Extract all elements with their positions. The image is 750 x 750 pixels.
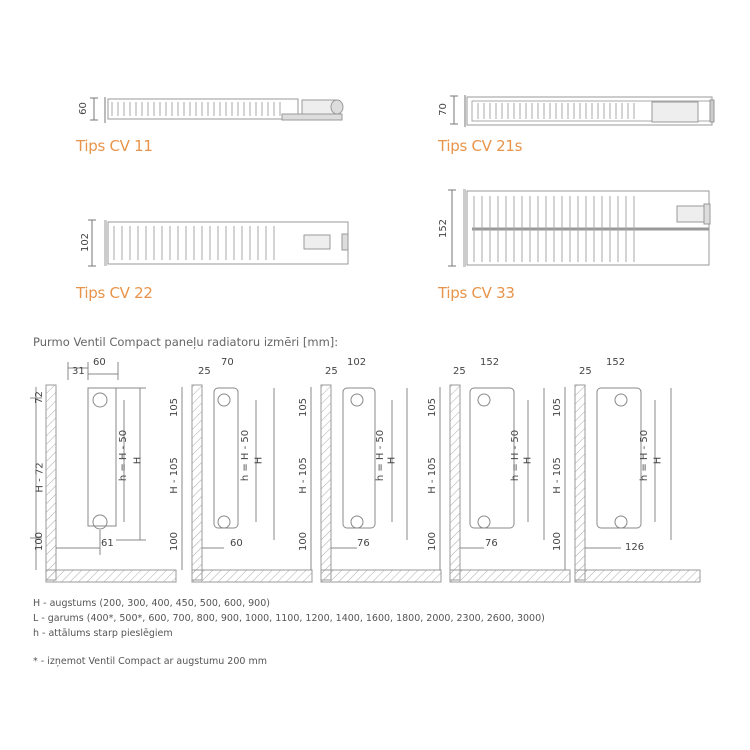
- top-offset-2: 105: [169, 397, 181, 418]
- pipe-offset-4: 76: [485, 538, 498, 549]
- pipe-offset-1: 61: [101, 538, 114, 549]
- H-label-5: H: [652, 456, 664, 465]
- middle-height-2: H - 105: [168, 457, 180, 494]
- depth-3: 102: [347, 357, 367, 368]
- wall-gap-5: 25: [579, 366, 592, 377]
- h-label-5: h = H - 50: [639, 429, 651, 482]
- bottom-offset-1: 100: [34, 531, 46, 552]
- side-view-1-drawing: [30, 350, 180, 590]
- H-label-3: H: [386, 456, 398, 465]
- bottom-offset-2: 100: [169, 531, 181, 552]
- depth-4: 152: [480, 357, 500, 368]
- depth-5: 152: [606, 357, 626, 368]
- footnote: * - izņemot Ventil Compact ar augstumu 200 mm: [33, 656, 267, 667]
- type-label-cv22: Tips CV 22: [76, 284, 153, 302]
- depth-1: 60: [93, 357, 106, 368]
- type-label-cv21s: Tips CV 21s: [438, 137, 523, 155]
- pipe-offset-5: 126: [625, 542, 645, 553]
- H-label-1: H: [132, 456, 144, 465]
- wall-gap-1: 31: [72, 366, 85, 377]
- h-label-3: h = H - 50: [375, 429, 387, 482]
- h-label-4: h = H - 50: [510, 429, 522, 482]
- H-label-2: H: [253, 456, 265, 465]
- pipe-offset-3: 76: [357, 538, 370, 549]
- pipe-offset-2: 60: [230, 538, 243, 549]
- side-view-5-drawing: [561, 350, 711, 590]
- bottom-offset-4: 100: [427, 531, 439, 552]
- legend-h: h - attālums starp pieslēgiem: [33, 628, 173, 639]
- middle-height-1: H - 72: [34, 462, 46, 493]
- radiator-top-view-cv22-drawing: [92, 218, 362, 268]
- bottom-offset-5: 100: [552, 531, 564, 552]
- top-offset-3: 105: [298, 397, 310, 418]
- depth-label-cv21s: 70: [437, 103, 449, 116]
- top-offset-1: 72: [33, 391, 45, 404]
- depth-2: 70: [221, 357, 234, 368]
- radiator-top-view-cv11-drawing: [92, 88, 352, 128]
- wall-gap-2: 25: [198, 366, 211, 377]
- H-label-4: H: [522, 456, 534, 465]
- legend-L: L - garums (400*, 500*, 600, 700, 800, 900, 1000, 1100, 1200, 1400, 1600, 1800, 2000, 2300, 2600, 3000): [33, 613, 545, 624]
- radiator-top-view-cv33-drawing: [452, 188, 722, 268]
- h-label-2: h = H - 50: [240, 429, 252, 482]
- section-heading: Purmo Ventil Compact paneļu radiatoru izmēri [mm]:: [33, 335, 339, 349]
- wall-gap-4: 25: [453, 366, 466, 377]
- middle-height-4: H - 105: [426, 457, 438, 494]
- h-label-1: h = H - 50: [118, 429, 130, 482]
- radiator-top-view-cv21s-drawing: [452, 92, 722, 132]
- type-label-cv11: Tips CV 11: [76, 137, 153, 155]
- bottom-offset-3: 100: [298, 531, 310, 552]
- top-offset-5: 105: [552, 397, 564, 418]
- middle-height-3: H - 105: [297, 457, 309, 494]
- wall-gap-3: 25: [325, 366, 338, 377]
- type-label-cv33: Tips CV 33: [438, 284, 515, 302]
- top-offset-4: 105: [427, 397, 439, 418]
- depth-label-cv22: 102: [80, 232, 92, 253]
- depth-label-cv33: 152: [438, 218, 450, 239]
- middle-height-5: H - 105: [551, 457, 563, 494]
- depth-label-cv11: 60: [77, 102, 89, 115]
- legend-H: H - augstums (200, 300, 400, 450, 500, 600, 900): [33, 598, 270, 609]
